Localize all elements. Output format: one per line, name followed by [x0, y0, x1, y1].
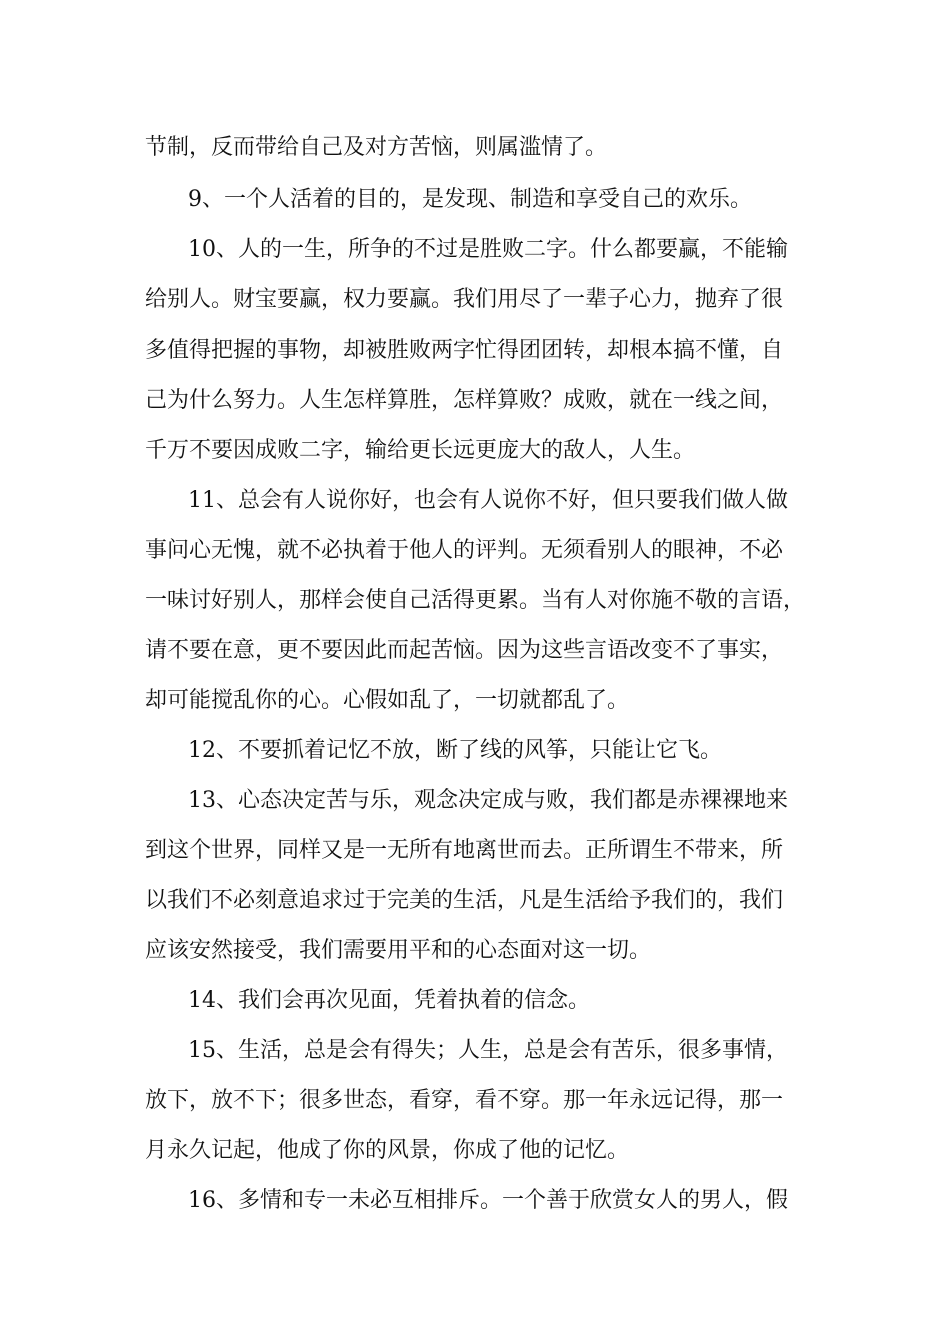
text-line: 多值得把握的事物，却被胜败两字忙得团团转，却根本搞不懂，自 — [145, 338, 784, 363]
text-line: 16、多情和专一未必互相排斥。一个善于欣赏女人的男人，假 — [188, 1188, 788, 1213]
text-line: 应该安然接受，我们需要用平和的心态面对这一切。 — [145, 938, 652, 963]
text-line: 却可能搅乱你的心。心假如乱了，一切就都乱了。 — [145, 688, 630, 713]
text-line: 9、一个人活着的目的，是发现、制造和享受自己的欢乐。 — [188, 187, 752, 212]
text-line: 给别人。财宝要赢，权力要赢。我们用尽了一辈子心力，抛弃了很 — [145, 287, 784, 312]
text-line: 10、人的一生，所争的不过是胜败二字。什么都要赢，不能输 — [188, 237, 788, 262]
text-line: 14、我们会再次见面，凭着执着的信念。 — [188, 988, 590, 1013]
text-line: 己为什么努力。人生怎样算胜，怎样算败？成败，就在一线之间， — [145, 388, 784, 413]
text-line: 13、心态决定苦与乐，观念决定成与败，我们都是赤裸裸地来 — [188, 788, 788, 813]
text-line: 节制，反而带给自己及对方苦恼，则属滥情了。 — [145, 135, 608, 160]
text-line: 12、不要抓着记忆不放，断了线的风筝，只能让它飞。 — [188, 738, 722, 763]
text-line: 事问心无愧，就不必执着于他人的评判。无须看别人的眼神，不必 — [145, 538, 784, 563]
text-line: 放下，放不下；很多世态，看穿，看不穿。那一年永远记得，那一 — [145, 1088, 784, 1113]
text-line: 一味讨好别人，那样会使自己活得更累。当有人对你施不敬的言语， — [145, 588, 806, 613]
text-line: 千万不要因成败二字，输给更长远更庞大的敌人，人生。 — [145, 438, 696, 463]
text-line: 15、生活，总是会有得失；人生，总是会有苦乐，很多事情， — [188, 1038, 788, 1063]
text-line: 到这个世界，同样又是一无所有地离世而去。正所谓生不带来，所 — [145, 838, 784, 863]
text-line: 月永久记起，他成了你的风景，你成了他的记忆。 — [145, 1138, 630, 1163]
text-line: 11、总会有人说你好，也会有人说你不好，但只要我们做人做 — [188, 488, 788, 513]
text-line: 请不要在意，更不要因此而起苦恼。因为这些言语改变不了事实， — [145, 638, 784, 663]
text-line: 以我们不必刻意追求过于完美的生活，凡是生活给予我们的，我们 — [145, 888, 784, 913]
